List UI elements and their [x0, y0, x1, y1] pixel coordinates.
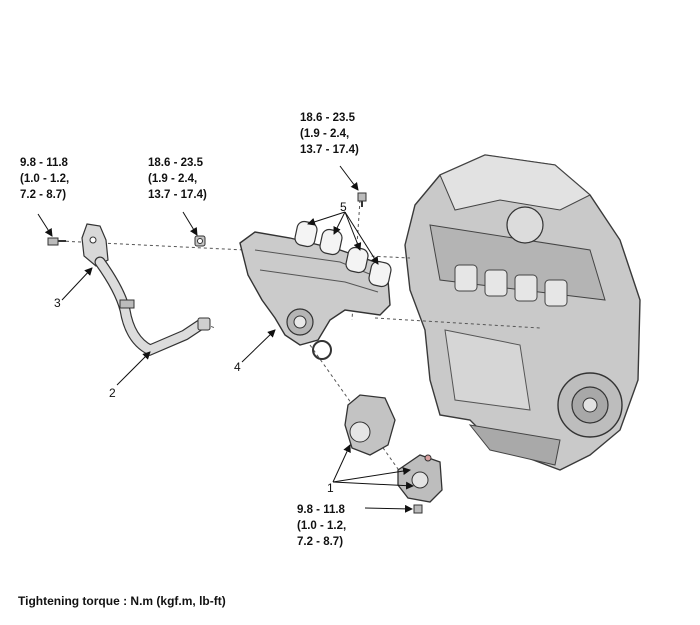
torque-top-line1: 18.6 - 23.5	[300, 112, 355, 124]
torque-left-line2: (1.0 - 1.2,	[20, 173, 70, 185]
torque-left-line1: 9.8 - 11.8	[20, 157, 68, 169]
torque-bottom-line1: 9.8 - 11.8	[297, 504, 345, 516]
torque-bottom-bolt	[297, 504, 346, 548]
leader-lines	[38, 166, 413, 509]
callout-4: 4	[234, 360, 241, 374]
torque-left-line3: 7.2 - 8.7)	[20, 189, 67, 201]
engine-block	[405, 155, 640, 470]
torque-top-line2: (1.9 - 2.4,	[300, 128, 350, 140]
torque-top-line3: 13.7 - 17.4)	[300, 144, 359, 156]
torque-top-bolt	[300, 112, 359, 156]
part-2-hose	[100, 262, 210, 350]
manifold-nut-icon	[195, 236, 205, 246]
torque-left-bolt	[20, 157, 69, 201]
torque-bottom-line2: (1.0 - 1.2,	[297, 520, 347, 532]
part-4-intake-manifold	[240, 232, 390, 359]
callout-1: 1	[327, 481, 334, 495]
torque-legend: Tightening torque : N.m (kgf.m, lb-ft)	[18, 594, 226, 608]
bolt-top-icon	[358, 193, 366, 207]
callout-3: 3	[54, 296, 61, 310]
bolt-left-icon	[48, 238, 66, 245]
callout-2: 2	[109, 386, 116, 400]
torque-nut-line2: (1.9 - 2.4,	[148, 173, 198, 185]
torque-nut-line1: 18.6 - 23.5	[148, 157, 203, 169]
torque-nut-line3: 13.7 - 17.4)	[148, 189, 207, 201]
torque-manifold-nut	[148, 157, 207, 201]
callout-5: 5	[340, 200, 347, 214]
part-1-throttle-body	[345, 395, 442, 502]
torque-bottom-line3: 7.2 - 8.7)	[297, 536, 344, 548]
bolt-bottom-icon	[414, 505, 422, 513]
